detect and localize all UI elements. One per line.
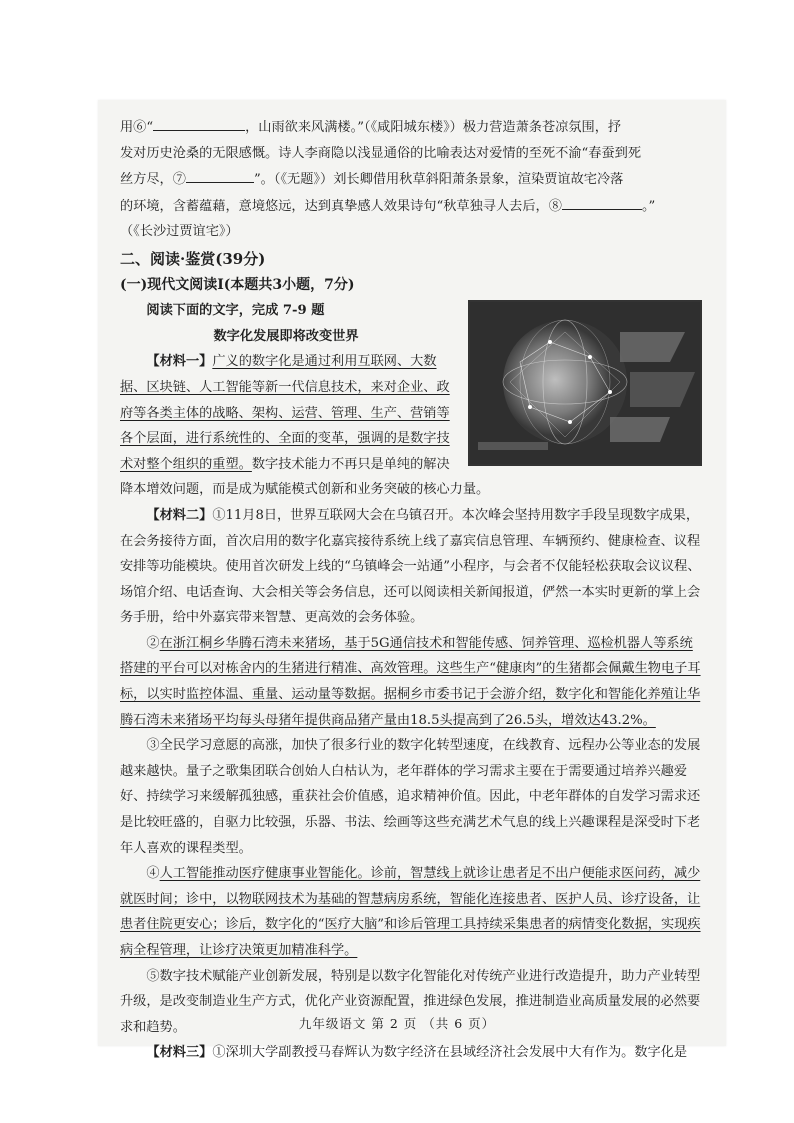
material-three-para-1	[120, 1040, 702, 1066]
material-one-area	[120, 298, 702, 503]
material-two-para-1	[120, 503, 702, 631]
poem-line-5: （《长沙过贾谊宅》）	[120, 224, 239, 240]
para-number: ④	[146, 866, 160, 882]
reading-instruction: 阅读下面的文字，完成 7-9 题	[146, 303, 325, 319]
material-label: 【材料一】	[146, 354, 213, 370]
poem-line-4	[120, 193, 702, 220]
plain-text: 数字技术能力不再只是单纯的解决降本增效问题，而是成为赋能模式创新和业务突破的核心力量。	[120, 456, 490, 498]
material-two-para-4	[120, 861, 702, 963]
poem-line-3	[120, 166, 702, 193]
underlined-text: 人工智能推动医疗健康事业智能化。诊前，智慧线上就诊让患者足不出户便能求医问药，减少就医时间；诊中，以物联网技术为基础的智慧病房系统，智能化连接患者、医护人员、诊疗设备，让患者住院更安心；诊后，数字化的“医疗大脑”和诊后管理工具持续采集患者的病情变化数据，实现疾病全程管理，让诊疗决策更加精准科学。	[120, 866, 701, 958]
poem-line-1	[120, 114, 702, 141]
page-footer: 九年级语文 第 2 页 （共 6 页）	[298, 1016, 496, 1031]
section-heading: 二、阅读·鉴赏(39分)	[120, 249, 266, 268]
answer-blank-7[interactable]	[186, 166, 254, 183]
document-body	[120, 114, 702, 1066]
poem-text: 用⑥“	[120, 120, 154, 135]
material-label: 【材料三】	[146, 1045, 213, 1061]
para-number: ②	[146, 635, 160, 651]
answer-blank-6[interactable]	[153, 114, 245, 131]
poem-text: 的环境，含蓄蕴藉，意境悠远，达到真挚感人效果诗句“秋草独寻人去后，⑧	[120, 198, 562, 214]
material-label: 【材料二】	[146, 507, 213, 523]
digital-globe-image	[468, 300, 702, 466]
underlined-text: 广义的数字化是通过利用互联网、大数据、区块链、人工智能等新一代信息技术，来对企业、政府等各类主体的战略、架构、运营、管理、生产、营销等各个层面，进行系统性的、全面的变革，强调的是数字技术对整个组织的重塑。	[120, 354, 450, 472]
poem-text: 丝方尽，⑦	[120, 172, 186, 188]
poem-text: ，山雨欲来风满楼。”（《咸阳城东楼》）极力营造萧条苍凉氛围，抒	[245, 120, 622, 135]
material-two-para-5: ⑤数字技术赋能产业创新发展，特别是以数字化智能化对传统产业进行改造提升，助力产业转型升级，是改变制造业生产方式，优化产业资源配置，推进绿色发展，推进制造业高质量发展的必然要求和趋势。	[120, 968, 701, 1035]
poem-text: ”。（《无题》）刘长卿借用秋草斜阳萧条景象，渲染贾谊故宅冷落	[253, 172, 624, 188]
answer-blank-8[interactable]	[562, 193, 642, 210]
article-title: 数字化发展即将改变世界	[213, 328, 359, 344]
plain-text: ①深圳大学副教授马春辉认为数字经济在县域经济社会发展中大有作为。数字化是	[212, 1045, 688, 1061]
material-two-para-3: ③全民学习意愿的高涨，加快了很多行业的数字化转型速度，在线教育、远程办公等业态的发展越来越快。量子之歌集团联合创始人白枯认为，老年群体的学习需求主要在于需要通过培养兴趣爱好、持续学习来缓解孤独感，重获社会价值感，追求精神价值。因此，中老年群体的自发学习需求还是比较旺盛的，自驱力比较强，乐器、书法、绘画等这些充满艺术气息的线上兴趣课程是深受时下老年人喜欢的课程类型。	[120, 738, 701, 856]
subsection-heading: (一)现代文阅读Ⅰ(本题共3小题，7分)	[120, 276, 355, 293]
poem-text: 。”	[641, 198, 656, 214]
underlined-text: 在浙江桐乡华腾石湾未来猪场，基于5G通信技术和智能传感、饲养管理、巡检机器人等系统搭建的平台可以对栋舍内的生猪进行精准、高效管理。这些生产“健康肉”的生猪都会佩戴生物电子耳标，以实时监控体温、重量、运动量等数据。据桐乡市委书记于会游介绍，数字化和智能化养殖让华腾石湾未来猪场平均每头母猪年提供商品猪产量由18.5头提高到了26.5头，增效达43.2%。	[120, 635, 701, 728]
plain-text: ①11月8日，世界互联网大会在乌镇召开。本次峰会坚持用数字手段呈现数字成果，在会务接待方面，首次启用的数字化嘉宾接待系统上线了嘉宾信息管理、车辆预约、健康检查、议程安排等功能模块。使用首次研发上线的“乌镇峰会一站通”小程序，与会者不仅能轻松获取会议议程、场馆介绍、电话查询、大会相关等会务信息，还可以阅读相关新闻报道，俨然一本实时更新的掌上会务手册，给中外嘉宾带来智慧、更高效的会务体验。	[120, 507, 701, 626]
poem-line-2: 发对历史沧桑的无限感慨。诗人李商隐以浅显通俗的比喻表达对爱情的至死不渝“春蚕到死	[120, 145, 642, 161]
material-two-para-2	[120, 631, 702, 733]
